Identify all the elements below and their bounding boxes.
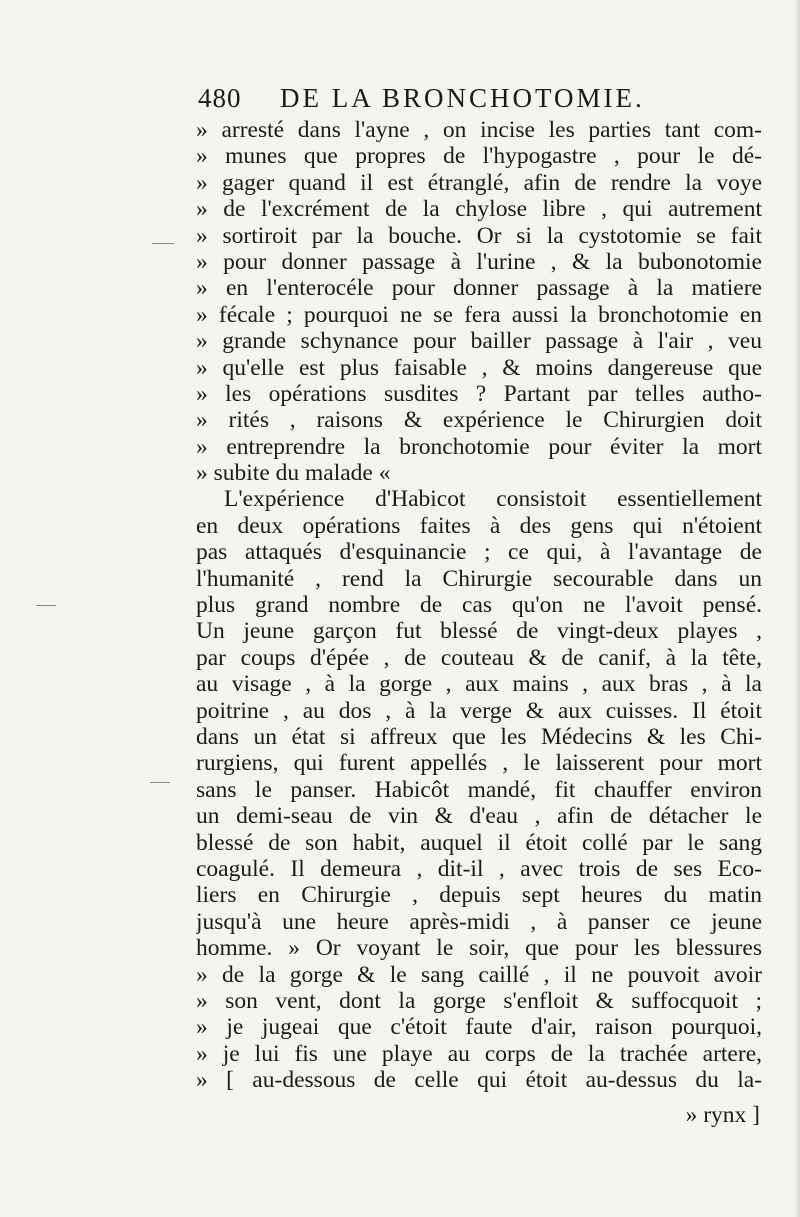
- page-number: 480: [198, 83, 242, 113]
- page-edge-shadow: [794, 0, 800, 1217]
- text-line: » arresté dans l'ayne , on incise les parties tant com-: [196, 117, 762, 143]
- text-line: au visage , à la gorge , aux mains , aux bras , à la: [196, 671, 762, 698]
- text-line: » qu'elle est plus faisable , & moins dangereuse que: [196, 354, 762, 381]
- text-line: » [ au-dessous de celle qui étoit au-dessus du la-: [196, 1067, 762, 1094]
- text-line: » les opérations susdites ? Partant par telles autho-: [196, 380, 762, 407]
- text-line: un demi-seau de vin & d'eau , afin de détacher le: [196, 803, 762, 830]
- text-line: » je jugeai que c'étoit faute d'air, raison pourquoi,: [196, 1014, 762, 1041]
- running-title: DE LA BRONCHOTOMIE.: [280, 83, 645, 113]
- text-line: » je lui fis une playe au corps de la trachée artere,: [196, 1040, 762, 1067]
- text-line: jusqu'à une heure après-midi , à panser ce jeune: [196, 908, 762, 935]
- text-line: » entreprendre la bronchotomie pour éviter la mort: [196, 433, 762, 460]
- text-line: L'expérience d'Habicot consistoit essentiellement: [224, 486, 762, 513]
- body-text: [196, 117, 762, 1093]
- text-line: » pour donner passage à l'urine , & la bubonotomie: [196, 248, 762, 275]
- margin-mark: [36, 605, 56, 606]
- catchword: » rynx ]: [685, 1102, 760, 1128]
- text-line: blessé de son habit, auquel il étoit collé par le sang: [196, 829, 762, 856]
- text-line: » munes que propres de l'hypogastre , pour le dé-: [196, 143, 762, 170]
- text-line: l'humanité , rend la Chirurgie secourable dans un: [196, 565, 762, 592]
- text-line: poitrine , au dos , à la verge & aux cuisses. Il étoit: [196, 697, 762, 724]
- text-line: » fécale ; pourquoi ne se fera aussi la bronchotomie en: [196, 301, 762, 328]
- text-line: » de la gorge & le sang caillé , il ne pouvoit avoir: [196, 961, 762, 988]
- text-line: » rités , raisons & expérience le Chirurgien doit: [196, 407, 762, 434]
- text-line: » subite du malade «: [196, 460, 391, 487]
- margin-mark: [150, 782, 170, 783]
- text-line: » sortiroit par la bouche. Or si la cystotomie se fait: [196, 222, 762, 249]
- margin-mark: [152, 243, 174, 244]
- text-line: » grande schynance pour bailler passage à l'air , veu: [196, 328, 762, 355]
- text-line: homme. » Or voyant le soir, que pour les blessures: [196, 935, 762, 962]
- text-line: » en l'enterocéle pour donner passage à la matiere: [196, 275, 762, 302]
- text-line: sans le panser. Habicôt mandé, fit chauffer environ: [196, 776, 762, 803]
- text-line: dans un état si affreux que les Médecins & les Chi-: [196, 723, 762, 750]
- text-line: liers en Chirurgie , depuis sept heures du matin: [196, 882, 762, 909]
- text-line: » son vent, dont la gorge s'enfloit & suffocquoit ;: [196, 987, 762, 1014]
- text-line: pas attaqués d'esquinancie ; ce qui, à l'avantage de: [196, 539, 762, 566]
- running-header: [198, 80, 738, 116]
- text-line: par coups d'épée , de couteau & de canif, à la tête,: [196, 644, 762, 671]
- text-line: en deux opérations faites à des gens qui n'étoient: [196, 512, 762, 539]
- text-line: plus grand nombre de cas qu'on ne l'avoit pensé.: [196, 592, 762, 619]
- text-line: Un jeune garçon fut blessé de vingt-deux playes ,: [196, 618, 762, 645]
- text-line: » gager quand il est étranglé, afin de rendre la voye: [196, 169, 762, 196]
- text-line: » de l'excrément de la chylose libre , qui autrement: [196, 196, 762, 223]
- text-line: rurgiens, qui furent appellés , le laisserent pour mort: [196, 750, 762, 777]
- text-line: coagulé. Il demeura , dit-il , avec trois de ses Eco-: [196, 855, 762, 882]
